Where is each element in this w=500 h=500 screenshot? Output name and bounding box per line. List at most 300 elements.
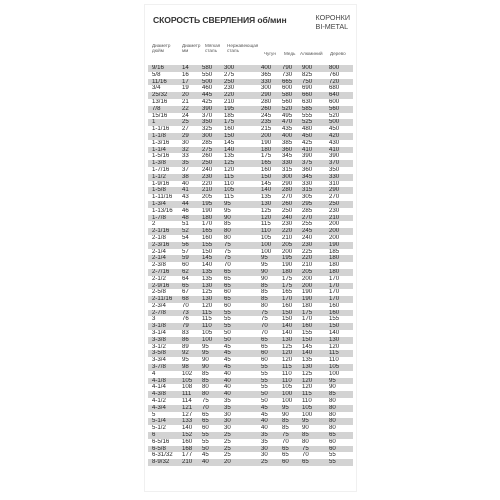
table-cell: 62 [182,269,202,276]
table-cell: 200 [329,234,340,241]
table-cell: 195 [224,106,261,113]
table-cell: 17 [182,79,202,86]
table-cell: 550 [202,71,213,78]
table-cell: 85 [224,221,231,228]
table-row [148,126,353,133]
table-cell: 45 [224,364,261,371]
table-cell: 80 [261,302,268,309]
table-cell: 102 [182,370,193,377]
table-row [148,235,353,242]
table-cell: 660 [302,92,329,99]
table-cell: 100 [282,391,302,398]
table-cell: 345 [302,174,329,181]
table-cell: 60 [282,459,302,466]
table-cell: 445 [202,92,224,99]
table-row [148,160,353,167]
table-cell: 25 [224,452,231,459]
table-cell: 145 [224,139,235,146]
table-cell: 100 [261,248,272,255]
table-cell: 170 [202,221,213,228]
table-cell: 425 [202,98,213,105]
table-cell: 33 [182,153,189,160]
table-cell: 55 [224,316,231,323]
table-cell: 720 [329,79,353,86]
table-row [148,99,353,106]
table-row [148,174,353,181]
table-row [148,425,353,432]
table-cell: 3/4 [152,85,161,92]
table-cell: 1 [148,119,182,126]
table-cell: 51 [182,221,189,228]
table-cell: 135 [202,275,213,282]
table-cell: 140 [282,330,293,337]
table-cell: 210 [329,215,353,222]
table-cell: 3-5/8 [148,350,182,357]
table-cell: 245 [302,228,329,235]
table-cell: 2-9/16 [148,283,182,290]
table-cell: 190 [202,207,213,214]
table-cell: 35 [261,438,268,445]
table-cell: 5-1/4 [148,418,182,425]
table-cell: 16 [182,71,189,78]
table-cell: 95 [202,350,224,357]
table-cell: 285 [202,139,213,146]
table-cell: 76 [182,316,189,323]
table-cell: 230 [282,221,293,228]
table-cell: 120 [302,384,313,391]
table-cell: 480 [302,126,313,133]
table-cell: 360 [302,166,313,173]
table-cell: 1-3/16 [152,139,170,146]
table-cell: 100 [329,370,340,377]
table-cell: 165 [202,228,224,235]
table-cell: 50 [224,330,231,337]
table-cell: 280 [282,187,302,194]
table-cell: 250 [329,201,353,208]
table-cell: 45 [224,350,261,357]
table-cell: 152 [182,432,202,439]
table-cell: 160 [182,438,193,445]
table-cell: 60 [224,302,231,309]
table-cell: 115 [224,194,234,201]
table-cell: 350 [202,119,224,126]
table-cell: 260 [282,201,302,208]
table-cell: 240 [282,215,302,222]
table-cell: 180 [261,147,282,154]
table-cell: 145 [261,180,272,187]
table-cell: 73 [182,310,202,317]
table-cell: 2-3/8 [152,262,166,269]
table-cell: 250 [202,160,224,167]
table-cell: 60 [224,289,231,296]
table-cell: 140 [182,425,193,432]
table-cell: 55 [261,370,268,377]
table-cell: 41 [182,187,202,194]
table-cell: 140 [302,350,329,357]
table-cell: 2-11/16 [148,296,182,303]
table-cell: 125 [282,343,293,350]
table-cell: 330 [329,174,353,181]
table-cell: 520 [329,112,340,119]
table-cell: 59 [182,255,202,262]
table-cell: 210 [282,234,293,241]
table-row [148,384,353,391]
table-cell: 65 [282,452,289,459]
table-row [148,167,353,174]
table-cell: 300 [261,85,272,92]
table-row [148,378,353,385]
table-row [148,364,353,371]
table-cell: 210 [302,262,313,269]
table-cell: 160 [224,126,235,133]
table-row [148,371,353,378]
table-cell: 70 [302,452,309,459]
table-row [148,283,353,290]
table-row [148,242,353,249]
table-cell: 55 [261,378,282,385]
table-cell: 100 [302,411,313,418]
table-cell: 83 [182,330,189,337]
table-cell: 260 [202,153,213,160]
table-cell: 54 [182,234,189,241]
table-cell: 230 [202,174,224,181]
table-cell: 65 [224,283,261,290]
table-cell: 130 [202,296,224,303]
table-cell: 3-1/2 [152,343,166,350]
table-cell: 160 [282,302,293,309]
table-cell: 105 [282,384,293,391]
table-cell: 150 [224,133,261,140]
table-cell: 40 [224,384,231,391]
table-cell: 3 [152,316,156,323]
table-cell: 165 [282,289,293,296]
table-cell: 200 [302,283,329,290]
table-row [148,296,353,303]
table-cell: 500 [202,79,224,86]
table-cell: 110 [302,398,312,405]
table-cell: 115 [282,364,302,371]
table-cell: 450 [302,133,329,140]
table-cell: 560 [282,98,293,105]
table-cell: 825 [302,71,313,78]
table-cell: 25 [224,438,231,445]
table-cell: 345 [282,153,293,160]
table-cell: 40 [182,180,189,187]
table-cell: 105 [202,330,213,337]
table-cell: 90 [202,364,224,371]
table-cell: 4-1/4 [152,384,166,391]
table-cell: 190 [282,262,293,269]
table-cell: 25/32 [148,92,182,99]
table-cell: 460 [202,85,213,92]
table-cell: 300 [202,133,224,140]
table-cell: 585 [302,106,329,113]
table-cell: 65 [224,275,231,282]
table-cell: 155 [202,242,224,249]
table-cell: 60 [329,446,353,453]
table-cell: 75 [224,248,231,255]
table-cell: 580 [282,92,302,99]
table-cell: 95 [224,207,231,214]
table-cell: 180 [329,255,353,262]
table-cell: 35 [261,432,282,439]
table-cell: 90 [302,425,309,432]
table-row [148,72,353,79]
table-cell: 115 [329,350,353,357]
table-cell: 170 [329,283,353,290]
table-cell: 315 [302,187,329,194]
table-cell: 120 [261,215,282,222]
table-cell: 2-1/8 [152,234,166,241]
table-row [148,398,353,405]
table-cell: 114 [182,398,192,405]
table-cell: 400 [282,133,302,140]
table-cell: 98 [182,364,202,371]
table-cell: 2-1/2 [152,275,166,282]
table-cell: 40 [224,378,261,385]
column-header-wood: Дерево [330,51,346,56]
table-cell: 135 [302,357,313,364]
table-cell: 665 [282,79,302,86]
table-cell: 55 [202,432,224,439]
table-cell: 65 [224,269,261,276]
table-cell: 205 [302,269,329,276]
table-cell: 55 [329,459,353,466]
table-cell: 3-3/8 [148,337,182,344]
table-row [148,337,353,344]
table-cell: 55 [224,323,261,330]
table-cell: 120 [282,357,293,364]
table-cell: 195 [282,255,302,262]
table-cell: 85 [261,296,282,303]
table-cell: 2-1/4 [148,255,182,262]
table-cell: 2-3/16 [148,242,182,249]
table-cell: 170 [329,275,340,282]
table-cell: 70 [202,405,224,412]
speed-table [148,65,353,466]
table-cell: 29 [182,133,202,140]
table-cell: 170 [302,316,313,323]
table-cell: 1-7/16 [152,166,170,173]
table-cell: 255 [302,221,313,228]
table-cell: 175 [224,119,261,126]
table-row [148,262,353,269]
table-cell: 105 [224,187,261,194]
table-cell: 155 [302,330,313,337]
table-cell: 180 [282,269,302,276]
table-cell: 30 [224,425,231,432]
table-cell: 3-3/4 [152,357,166,364]
table-cell: 120 [282,350,302,357]
table-cell: 45 [261,411,268,418]
table-cell: 450 [329,126,340,133]
table-cell: 270 [302,215,329,222]
table-cell: 50 [224,337,261,344]
table-cell: 95 [302,418,329,425]
table-cell: 6-31/32 [152,452,173,459]
column-headers [150,43,356,63]
table-cell: 6 [148,432,182,439]
table-cell: 2-1/4 [152,248,166,255]
table-cell: 160 [202,234,213,241]
table-cell: 65 [202,411,209,418]
table-cell: 38 [182,174,202,181]
table-cell: 210 [182,459,202,466]
table-cell: 170 [329,296,353,303]
table-row [148,79,353,86]
table-cell: 60 [202,425,209,432]
table-cell: 2-3/4 [152,302,166,309]
column-header-cast-iron: Чугун [264,51,276,56]
table-cell: 160 [302,323,329,330]
table-cell: 140 [261,187,282,194]
table-cell: 64 [182,275,189,282]
table-cell: 75 [302,446,329,453]
table-cell: 45 [261,405,282,412]
table-cell: 520 [282,106,302,113]
table-cell: 360 [282,147,302,154]
table-cell: 55 [261,384,268,391]
table-cell: 145 [302,343,313,350]
table-cell: 43 [182,194,189,201]
table-cell: 95 [182,357,189,364]
table-cell: 25 [182,119,202,126]
table-cell: 150 [302,337,329,344]
table-cell: 190 [302,296,329,303]
table-cell: 175 [302,310,329,317]
table-row [148,113,353,120]
table-cell: 525 [302,119,329,126]
table-cell: 245 [261,112,272,119]
table-row [148,140,353,147]
table-cell: 1-7/8 [148,215,182,222]
table-row [148,323,353,330]
table-cell: 145 [202,255,224,262]
table-cell: 560 [329,106,353,113]
table-cell: 5/8 [152,71,161,78]
table-cell: 8-9/32 [148,459,182,466]
table-row [148,452,353,459]
table-cell: 370 [329,160,353,167]
table-row [148,350,353,357]
table-cell: 95 [329,378,353,385]
table-cell: 79 [182,323,202,330]
table-cell: 44 [182,201,202,208]
table-cell: 305 [302,194,313,201]
table-cell: 75 [282,432,302,439]
table-cell: 14 [182,65,202,72]
table-cell: 30 [224,418,261,425]
table-cell: 215 [261,126,272,133]
table-cell: 80 [329,398,336,405]
table-cell: 150 [202,248,213,255]
table-cell: 230 [302,242,329,249]
table-cell: 430 [329,139,340,146]
table-cell: 111 [182,391,202,398]
table-cell: 68 [182,296,202,303]
table-cell: 177 [182,452,193,459]
table-cell: 205 [282,242,302,249]
table-cell: 52 [182,228,202,235]
table-cell: 65 [282,446,302,453]
table-cell: 65 [261,337,282,344]
table-cell: 135 [261,194,272,201]
table-cell: 295 [302,201,329,208]
table-cell: 1-5/16 [152,153,170,160]
table-cell: 1-1/2 [148,174,182,181]
table-cell: 220 [302,255,329,262]
table-row [148,187,353,194]
table-cell: 600 [282,85,293,92]
table-cell: 140 [224,147,261,154]
table-cell: 115 [261,221,271,228]
table-row [148,289,353,296]
table-row [148,276,353,283]
table-cell: 130 [329,337,353,344]
table-cell: 56 [182,242,202,249]
table-cell: 90 [282,411,289,418]
table-cell: 290 [282,180,293,187]
table-cell: 640 [329,92,353,99]
table-cell: 2-5/8 [152,289,166,296]
table-row [148,65,353,72]
table-cell: 25 [261,459,282,466]
table-cell: 280 [261,98,272,105]
table-cell: 120 [202,302,213,309]
table-cell: 600 [329,98,340,105]
table-cell: 30 [182,139,189,146]
table-cell: 80 [224,228,261,235]
table-cell: 60 [182,262,189,269]
table-row [148,446,353,453]
table-cell: 5 [152,411,156,418]
table-cell: 580 [202,65,224,72]
table-cell: 730 [282,71,293,78]
table-row [148,303,353,310]
table-cell: 330 [261,79,282,86]
table-cell: 1-1/4 [148,147,182,154]
table-cell: 80 [329,418,353,425]
table-cell: 50 [261,391,282,398]
table-row [148,153,353,160]
table-cell: 65 [261,343,268,350]
table-cell: 285 [302,207,313,214]
table-cell: 11/16 [148,79,182,86]
table-cell: 230 [224,85,235,92]
table-cell: 40 [224,370,231,377]
table-cell: 130 [202,283,224,290]
table-cell: 130 [282,337,302,344]
table-cell: 160 [329,302,340,309]
table-cell: 350 [329,166,340,173]
table-row [148,85,353,92]
table-cell: 80 [202,391,224,398]
table-cell: 120 [329,343,340,350]
table-cell: 2-7/8 [148,310,182,317]
table-cell: 90 [261,275,268,282]
table-cell: 1-3/8 [148,160,182,167]
table-cell: 270 [282,194,293,201]
table-cell: 500 [329,119,353,126]
table-cell: 4-1/2 [152,398,166,405]
product-label-line2: BI-METAL [315,22,349,31]
table-row [148,439,353,446]
table-cell: 325 [202,126,213,133]
table-cell: 125 [224,160,261,167]
table-cell: 420 [329,133,353,140]
table-cell: 120 [224,166,235,173]
table-cell: 6-5/8 [148,446,182,453]
